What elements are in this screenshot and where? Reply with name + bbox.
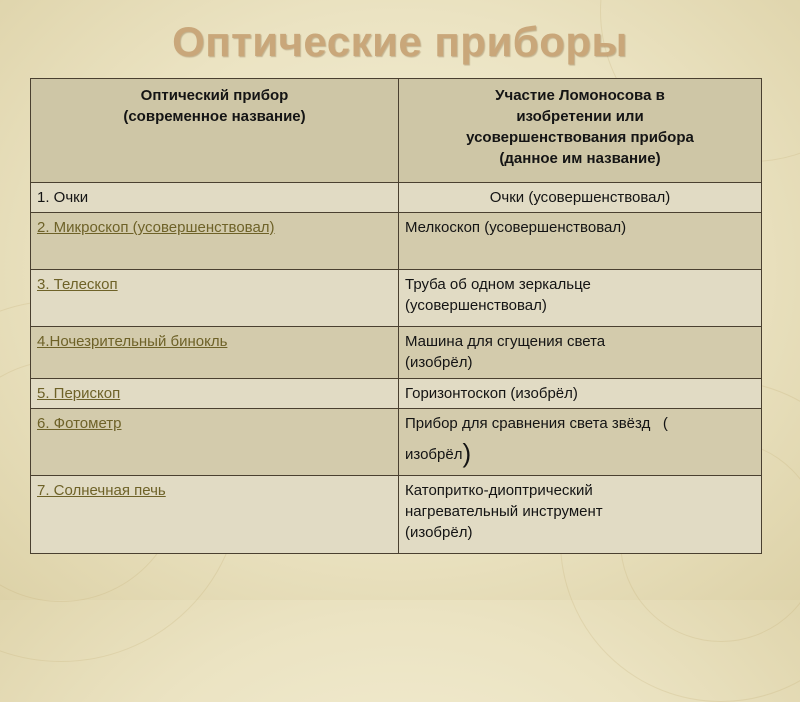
- optical-devices-table: [30, 78, 762, 554]
- header-device: [31, 79, 399, 183]
- device-cell: [31, 409, 399, 476]
- contribution-line: (изобрёл): [405, 524, 473, 541]
- device-cell: [31, 270, 399, 327]
- device-cell: [31, 476, 399, 554]
- table-header-row: [31, 79, 762, 183]
- header-contribution-line: усовершенствования прибора: [466, 129, 694, 146]
- device-cell: [31, 379, 399, 409]
- contribution-line: Катопритко-диоптрический: [405, 482, 593, 499]
- table-row: [31, 327, 762, 379]
- contribution-cell: [399, 327, 762, 379]
- table-row: [31, 270, 762, 327]
- contribution-cell: [399, 476, 762, 554]
- contribution-cell: [399, 409, 762, 476]
- contribution-line: Машина для сгущения света: [405, 333, 606, 350]
- device-link-periscope[interactable]: 5. Перископ: [37, 385, 121, 402]
- slide-title: Оптические приборы: [172, 18, 628, 65]
- device-link-photometer[interactable]: 6. Фотометр: [37, 415, 122, 432]
- table-row: [31, 213, 762, 270]
- header-device-line: (современное название): [123, 108, 306, 125]
- table-row: [31, 379, 762, 409]
- device-cell: [31, 327, 399, 379]
- header-contribution-line: (данное им название): [499, 150, 661, 167]
- device-link-microscope[interactable]: 2. Микроскоп (усовершенствовал): [37, 219, 275, 236]
- table-row: [31, 183, 762, 213]
- closing-paren: ): [462, 438, 472, 468]
- contribution-text: изобрёл: [405, 446, 463, 463]
- contribution-cell: Горизонтоскоп (изобрёл): [399, 379, 762, 409]
- header-contribution: [399, 79, 762, 183]
- device-link-telescope[interactable]: 3. Телескоп: [37, 276, 118, 293]
- table-row: [31, 409, 762, 476]
- device-cell: 1. Очки: [31, 183, 399, 213]
- device-cell: [31, 213, 399, 270]
- contribution-cell: Очки (усовершенствовал): [399, 183, 762, 213]
- header-contribution-line: Участие Ломоносова в: [495, 87, 665, 104]
- table-row: [31, 476, 762, 554]
- contribution-line: нагревательный инструмент: [405, 503, 603, 520]
- contribution-line-2: [405, 434, 755, 468]
- contribution-cell: [399, 270, 762, 327]
- header-device-line: Оптический прибор: [140, 87, 289, 104]
- contribution-line: Прибор для сравнения света звёзд (: [405, 415, 668, 432]
- header-contribution-line: изобретении или: [516, 108, 644, 125]
- contribution-line: (изобрёл): [405, 354, 473, 371]
- contribution-line: (усовершенствовал): [405, 297, 547, 314]
- device-link-night-binocular[interactable]: 4.Ночезрительный бинокль: [37, 333, 228, 350]
- device-link-solar-furnace[interactable]: 7. Солнечная печь: [37, 482, 166, 499]
- contribution-line: Труба об одном зеркальце: [405, 276, 591, 293]
- contribution-cell: Мелкоскоп (усовершенствовал): [399, 213, 762, 270]
